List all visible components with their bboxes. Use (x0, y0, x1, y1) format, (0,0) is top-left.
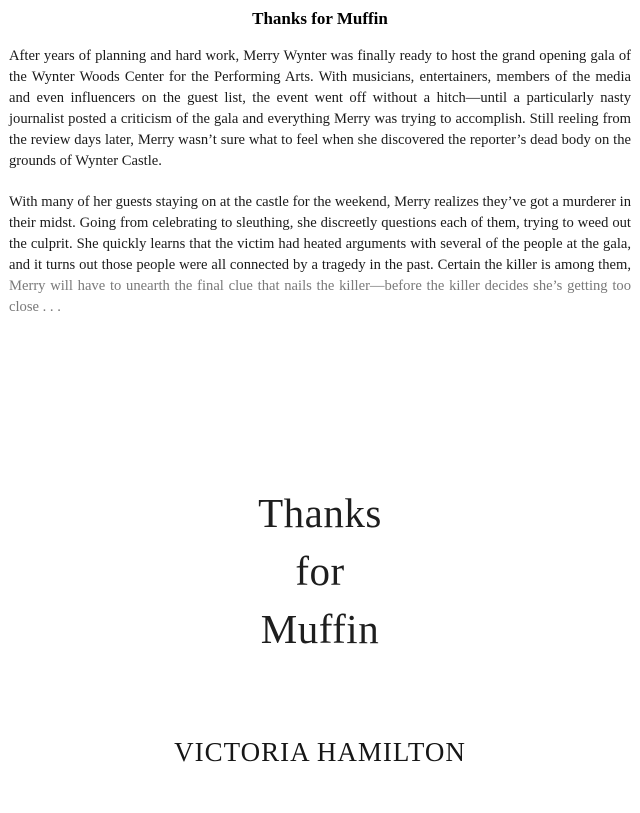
cover-title-line-1: Thanks (258, 490, 382, 536)
book-blurb (9, 8, 631, 318)
blurb-paragraph-1: After years of planning and hard work, Merry Wynter was finally ready to host the grand opening gala of the Wynter Woods Center for the Performing Arts. With musicians, entertainers, members of the media and even influencers on the guest list, the event went off without a hitch—until a particularly nasty journalist posted a criticism of the gala and everything Merry was trying to accomplish. Still reeling from the review days later, Merry wasn’t sure what to feel when she discovered the reporter’s dead body on the grounds of Wynter Castle. (9, 48, 631, 169)
cover-title-line-3: Muffin (260, 606, 380, 652)
cover-title-line-2: for (295, 548, 345, 594)
cover-author: VICTORIA HAMILTON (174, 737, 466, 767)
cover-title (0, 484, 640, 658)
blurb-paragraph-2-main: With many of her guests staying on at the castle for the weekend, Merry realizes they’ve got a murderer in their midst. Going from celebrating to sleuthing, she discreetly questions each of them, trying to weed out the culprit. She quickly learns that the victim had heated arguments with several of the people at the gala, and it turns out those people were all connected by a tragedy in the past. Certain the killer is among them, (9, 194, 631, 273)
blurb-title: Thanks for Muffin (252, 9, 388, 28)
blurb-paragraph-2-faded: Merry will have to unearth the final clue that nails the killer—before the killer decides she’s getting too close . . . (9, 278, 631, 315)
blurb-paragraph-2 (9, 192, 631, 318)
